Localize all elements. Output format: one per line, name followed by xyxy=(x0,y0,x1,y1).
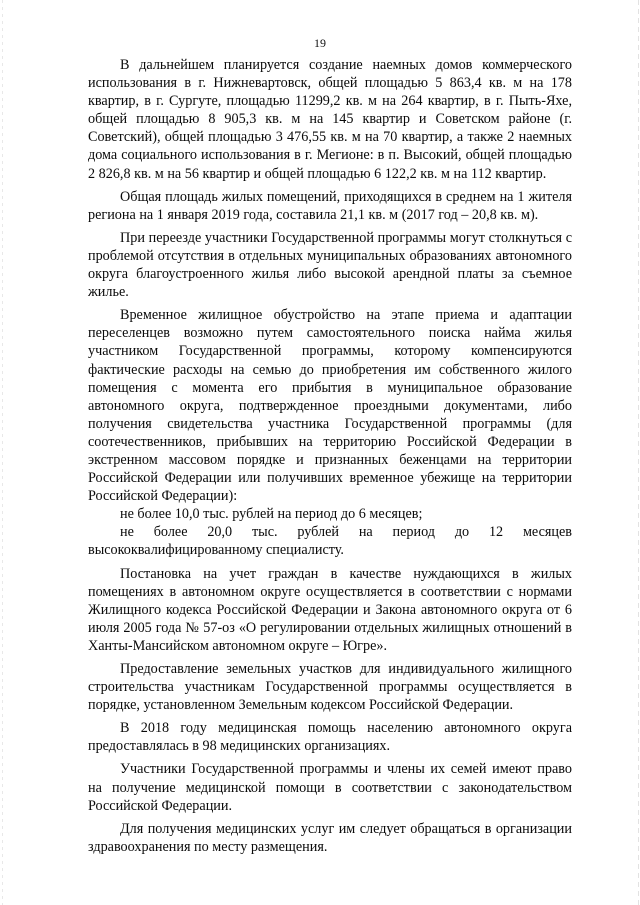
list-item-compensation-12-months: не более 20,0 тыс. рублей на период до 12 месяцев высококвалифицированному специалисту. xyxy=(88,524,572,559)
document-body xyxy=(88,56,572,861)
paragraph-housing-registration: Постановка на учет граждан в качестве нуждающихся в жилых помещениях в автономном округе осуществляется в соответствии с нормами Жилищного кодекса Российской Федерации и Закона автономного округа от 6 июля 2005 года № 57-оз «О регулировании отдельных жилищных отношений в Ханты-Мансийском автономном округе – Югре». xyxy=(88,565,572,654)
scan-edge-left xyxy=(2,0,3,905)
paragraph-housing-problem: При переезде участники Государственной программы могут столкнуться с проблемой отсутствия в отдельных муниципальных образованиях автономного округа благоустроенного жилья либо высокой арендной платы за съемное жилье. xyxy=(88,229,572,301)
page-number: 19 xyxy=(314,36,326,50)
paragraph-temporary-housing: Временное жилищное обустройство на этапе приема и адаптации переселенцев возможно путем самостоятельного поиска найма жилья участником Государственной программы, которому компенсируются фактические расходы на семью до приобретения им собственного жилого помещения с момента его прибытия в муниципальное образование автономного округа, подтвержденное проездными документами, либо получения свидетельства участника Государственной программы (для соотечественников, прибывших на территорию Российской Федерации в экстренном массовом порядке и признанных беженцами на территории Российской Федерации или получивших временное убежище на территории Российской Федерации): xyxy=(88,307,572,505)
paragraph-medical-rights: Участники Государственной программы и члены их семей имеют право на получение медицинской помощи в соответствии с законодательством Российской Федерации. xyxy=(88,761,572,814)
list-item-compensation-6-months: не более 10,0 тыс. рублей на период до 6 месяцев; xyxy=(120,506,423,523)
paragraph-living-area-per-resident: Общая площадь жилых помещений, приходящихся в среднем на 1 жителя региона на 1 января 2019 года, составила 21,1 кв. м (2017 год – 20,8 кв. м). xyxy=(88,188,572,223)
paragraph-rental-housing-plans: В дальнейшем планируется создание наемных домов коммерческого использования в г. Нижневартовск, общей площадью 5 863,4 кв. м на 178 квартир, в г. Сургуте, площадью 11299,2 кв. м на 264 квартир, в г. Пыть-Яхе, общей площадью 8 905,3 кв. м на 145 квартир и Советском районе (г. Советский), общей площадью 3 476,55 кв. м на 70 квартир, а также 2 наемных дома социального использования в г. Мегионе: в п. Высокий, общей площадью 2 826,8 кв. м на 56 квартир и общей площадью 6 122,2 кв. м на 112 квартир. xyxy=(88,57,572,182)
paragraph-medical-services: Для получения медицинских услуг им следует обращаться в организации здравоохранения по месту размещения. xyxy=(88,820,572,855)
paragraph-land-plots: Предоставление земельных участков для индивидуального жилищного строительства участникам Государственной программы осуществляется в порядке, установленном Земельным кодексом Российской Федерации. xyxy=(88,661,572,714)
paragraph-medical-organizations: В 2018 году медицинская помощь населению автономного округа предоставлялась в 98 медицинских организациях. xyxy=(88,720,572,755)
scan-edge-right xyxy=(638,0,639,905)
